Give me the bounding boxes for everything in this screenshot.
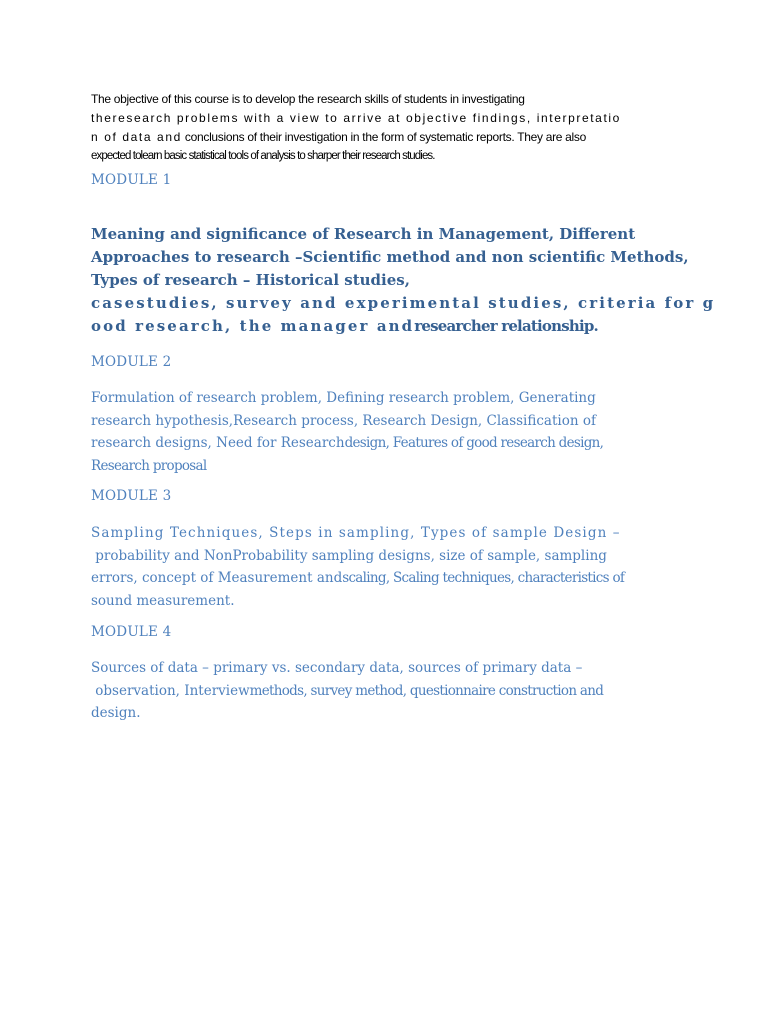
intro-line-4: expected tolearn basic statistical tools of analysis to sharper their research studies.	[91, 150, 435, 162]
intro-line-3	[91, 128, 681, 147]
module-4-line-2-start: observation, Interview	[91, 682, 250, 699]
module-3-line-2: probability and NonProbability sampling designs, size of sample, sampling	[91, 547, 607, 564]
intro-line-2: theresearch problems with a view to arrive at objective findings, interpretatio	[91, 111, 621, 125]
module-2-heading: MODULE 2	[91, 354, 172, 370]
module-4-line-3: design.	[91, 705, 141, 721]
module-2-line-3	[91, 432, 691, 455]
module-4-line-2	[91, 680, 691, 703]
module-1-line-5-start: ood research, the manager and	[91, 317, 415, 335]
intro-line-3-end: conclusions of their investigation in the form of systematic reports. They are also	[184, 130, 586, 144]
module-3-content	[91, 522, 691, 612]
module-2-line-2: research hypothesis,Research process, Research Design, Classification of	[91, 412, 596, 429]
module-4-line-2-end: methods, survey method, questionnaire construction and	[249, 682, 604, 699]
module-4-line-1: Sources of data – primary vs. secondary data, sources of primary data –	[91, 660, 583, 676]
module-1-line-1: Meaning and significance of Research in Management, Different	[91, 225, 636, 243]
module-2-content	[91, 387, 691, 477]
module-4-heading: MODULE 4	[91, 624, 172, 640]
module-1-heading: MODULE 1	[91, 172, 172, 188]
module-2-line-3-end: design, Features of good research design,	[344, 435, 604, 451]
module-1-content	[91, 223, 716, 338]
module-3-heading: MODULE 3	[91, 488, 172, 504]
module-2-line-1: Formulation of research problem, Defining research problem, Generating	[91, 390, 596, 406]
module-1-line-5	[91, 315, 691, 338]
module-3-line-3-end: scaling, Scaling techniques, characteristics of	[342, 570, 625, 586]
module-1-line-2: Approaches to research –Scientific method and non scientific Methods,	[91, 248, 689, 266]
module-3-line-4: sound measurement.	[91, 592, 235, 609]
module-3-line-1: Sampling Techniques, Steps in sampling, Types of sample Design –	[91, 525, 621, 541]
module-1-line-3: Types of research – Historical studies,	[91, 271, 410, 289]
module-2-line-4: Research proposal	[91, 457, 207, 474]
module-3-line-3-start: errors, concept of Measurement and	[91, 570, 343, 586]
module-1-line-5-end: researcher relationship.	[414, 317, 598, 335]
intro-line-1: The objective of this course is to develop the research skills of students in investigating	[91, 92, 525, 106]
module-4-content	[91, 657, 691, 725]
course-objective-paragraph	[91, 90, 681, 166]
module-1-line-4: casestudies, survey and experimental studies, criteria for g	[91, 294, 716, 312]
module-3-line-3	[91, 567, 691, 590]
intro-line-3-start: n of data and	[91, 130, 182, 144]
module-2-line-3-start: research designs, Need for Research	[91, 435, 345, 451]
